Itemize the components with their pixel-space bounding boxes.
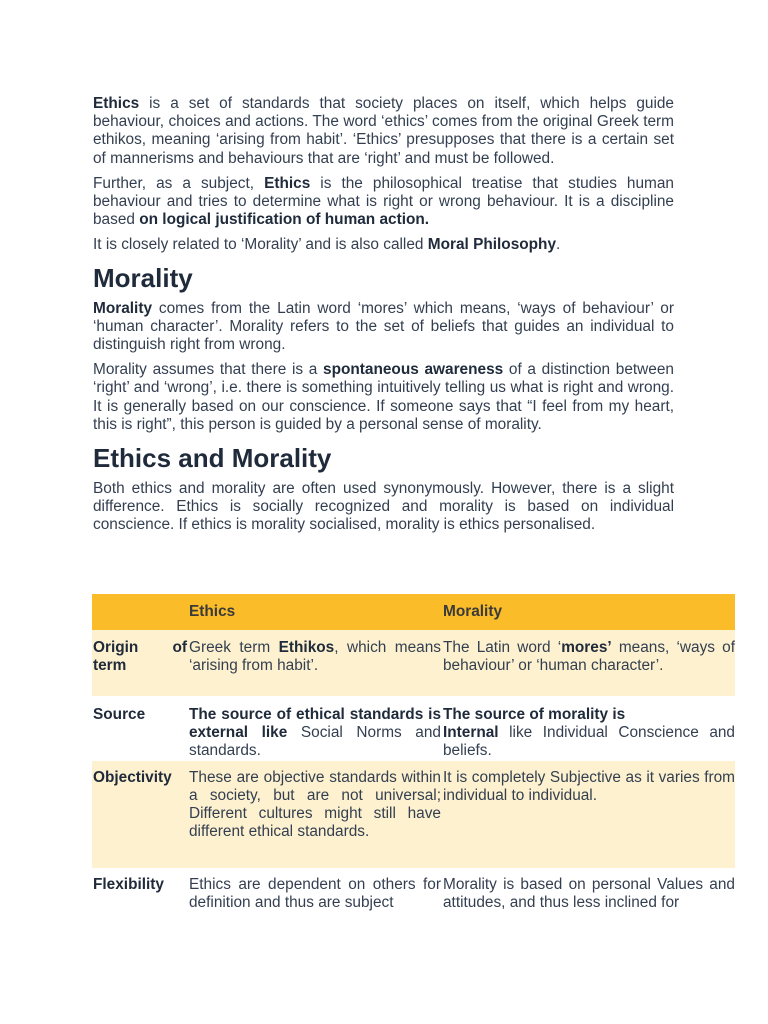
cell-bold-text: The source of ethical standards is external like [189,706,441,742]
cell-ethics-objectivity [189,761,443,868]
intro-paragraph-1 [93,95,674,168]
cell-text: These are objective standards within a society, but are not universal; Different cultures might still have different ethical standards. [189,768,441,841]
cell-bold-text: Internal [443,724,499,742]
row-label-text: Objectivity [93,768,172,786]
cell-text: Social Norms and standards. [189,724,441,760]
cell-bold-text: mores’ [561,639,612,656]
intro-paragraph-3 [93,236,674,254]
row-label-objectivity [92,761,189,868]
row-label-source [92,696,189,761]
table-header-row [92,594,735,630]
morality-text-2b: of a distinction between ‘right’ and ‘wrong’, i.e. there is something intuitively telling us what is right and wrong. It is generally based on our conscience. If someone says that “I feel from my heart, this is right”, this person is guided by a personal sense of morality. [93,361,674,433]
row-label-text: Flexibility [93,875,164,893]
cell-ethics-flexibility [189,868,443,912]
cell-text: means, ‘ways of behaviour’ or ‘human character’. [443,639,735,675]
morality-term: Morality [93,299,153,317]
cell-ethics-origin [189,630,443,696]
cell-text: Morality is based on personal Values and attitudes, and thus less inclined for [443,875,735,911]
intro-text-2b: is the philosophical treatise that studies human behaviour and tries to determine what is right or wrong behaviour. It is a discipline based [93,174,674,229]
cell-morality-origin [443,630,735,696]
ethics-and-morality-heading: Ethics and Morality [93,443,332,474]
comparison-table [92,594,735,912]
spontaneous-awareness-term: spontaneous awareness [323,361,504,379]
cell-text: It is completely Subjective as it varies from individual to individual. [443,768,735,804]
cell-morality-objectivity [443,761,735,868]
cell-morality-flexibility [443,868,735,912]
intro-text-3a: It is closely related to ‘Morality’ and is also called [93,236,428,254]
cell-bold-text: Ethikos [278,639,335,656]
intro-text-3b: . [556,236,561,254]
document-body [93,95,674,542]
row-label-origin [92,630,189,696]
cell-text: Greek term [189,639,279,656]
logical-justification-phrase: on logical justification of human action. [139,211,430,229]
cell-text: , which means ‘arising from habit’. [189,639,441,675]
morality-text-2a: Morality assumes that there is a [93,361,324,379]
cell-morality-source [443,696,735,761]
intro-text-2a: Further, as a subject, [93,174,265,192]
intro-text-1: is a set of standards that society places on itself, which helps guide behaviour, choices and actions. The word ‘ethics’ comes from the original Greek term ethikos, meaning ‘arising from habit’. ‘Ethics’ presupposes that there is a certain set of mannerisms and behaviours that are ‘right’ and must be followed. [93,95,674,167]
table-row [92,696,735,761]
header-cell-morality: Morality [443,602,503,620]
cell-text: like Individual Conscience and beliefs. [443,724,735,760]
morality-paragraph-2 [93,361,674,434]
intro-paragraph-2 [93,175,674,230]
ethics-and-morality-paragraph: Both ethics and morality are often used synonymously. However, there is a slight difference. Ethics is socially recognized and morality is based on individual conscience. If ethics is morality socialised, morality is ethics personalised. [93,480,674,534]
row-label-text: Origin of term [93,639,187,675]
ethics-term: Ethics [93,95,140,112]
ethics-term-2: Ethics [264,174,311,192]
header-cell-ethics: Ethics [189,602,236,620]
morality-text-1: comes from the Latin word ‘mores’ which means, ‘ways of behaviour’ or ‘human character’. Morality refers to the set of beliefs that guides an individual to distinguish right from wrong. [93,299,674,354]
table-row [92,868,735,912]
table-row [92,761,735,868]
cell-text: Ethics are dependent on others for definition and thus are subject [189,875,441,911]
row-label-flexibility [92,868,189,912]
cell-text: The Latin word ‘ [443,639,562,656]
cell-ethics-source [189,696,443,761]
cell-bold-text: The source of morality is [443,706,626,723]
row-label-text: Source [93,706,146,723]
table-row [92,630,735,696]
moral-philosophy-term: Moral Philosophy [427,236,557,254]
morality-paragraph-1 [93,300,674,355]
header-cell-blank [92,594,189,630]
morality-heading: Morality [93,262,193,293]
